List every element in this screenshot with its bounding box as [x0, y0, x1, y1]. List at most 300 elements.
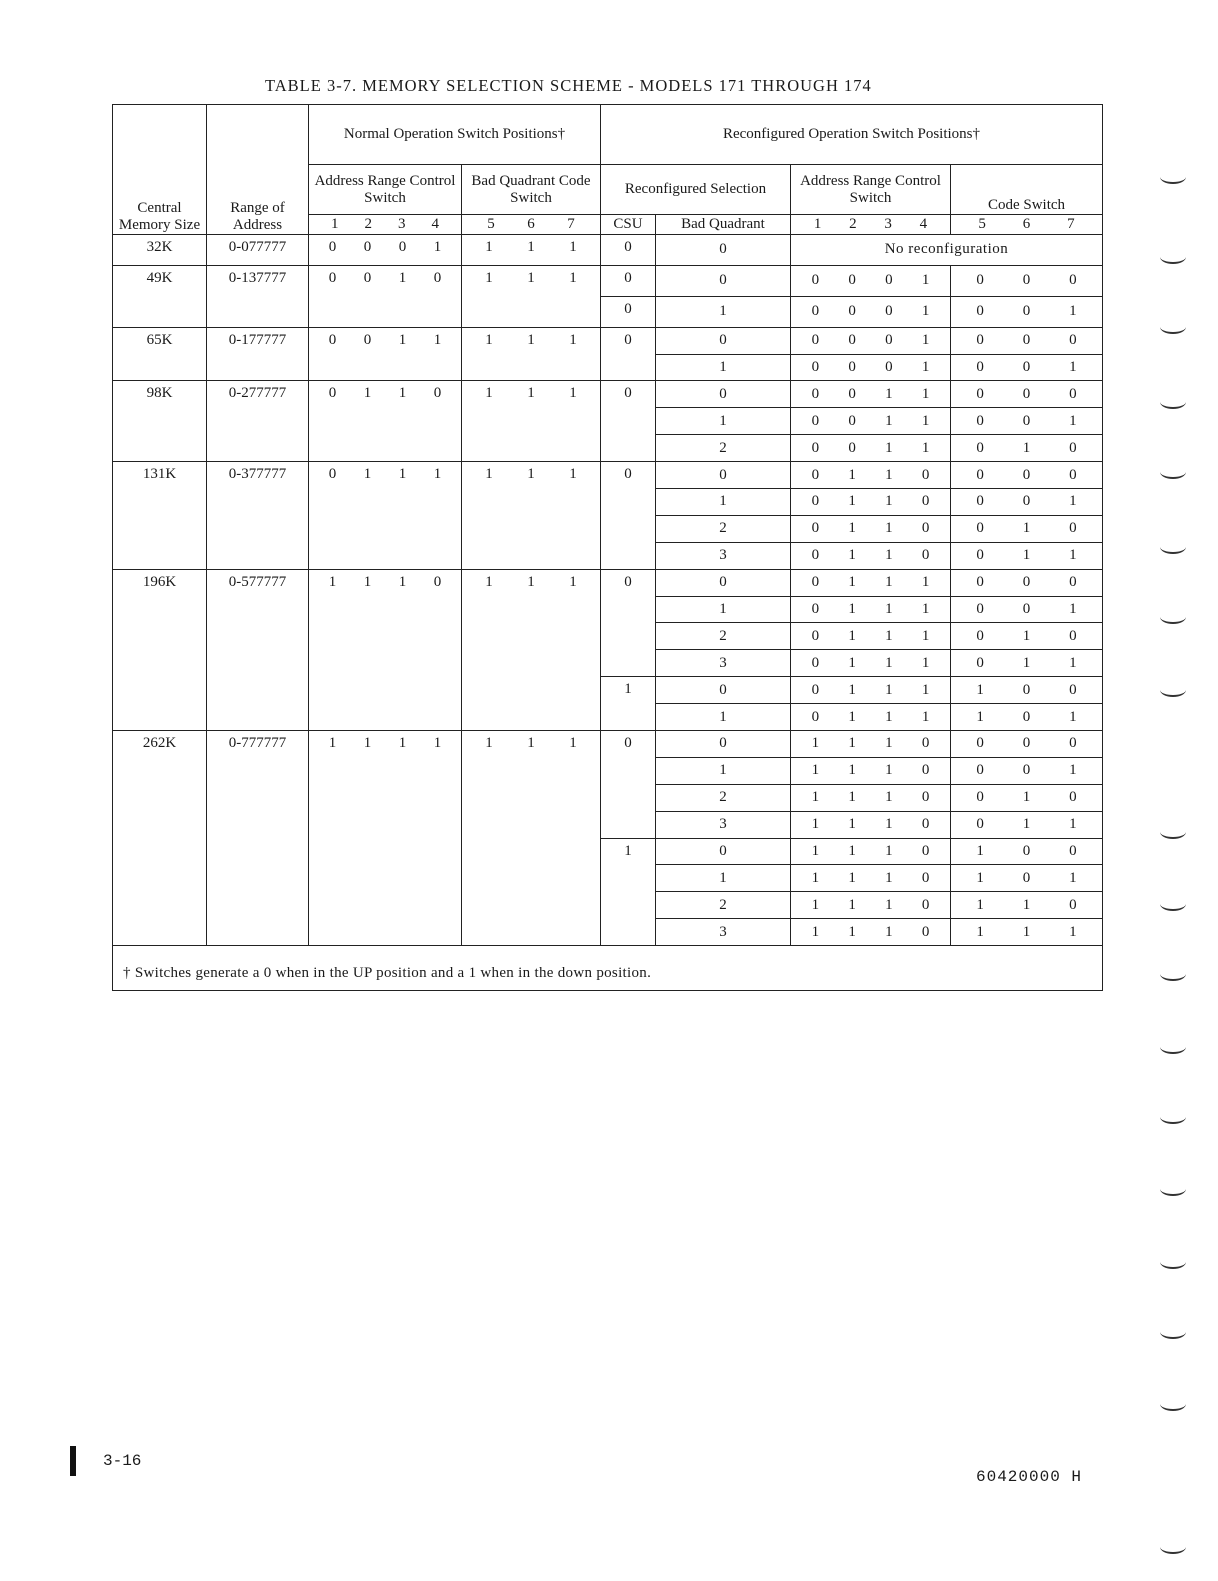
- switch-value: 0: [1022, 412, 1031, 429]
- switch-value: 0: [811, 520, 820, 537]
- reconf-code-switch-cell: [951, 542, 1103, 569]
- memory-size-cell: 98K: [113, 381, 207, 462]
- switch-value: 1: [1022, 627, 1031, 644]
- bad-quadrant-cell: 1: [656, 296, 791, 327]
- reconf-address-switch-cell: [791, 542, 951, 569]
- reconf-address-switch-cell: [791, 596, 951, 623]
- switch-value: 1: [921, 332, 930, 349]
- switch-value: 1: [921, 359, 930, 375]
- reconf-code-switch-cell: [951, 731, 1103, 758]
- switch-value: 1: [921, 272, 930, 289]
- switch-value: 1: [398, 735, 407, 752]
- switch-value: 1: [811, 843, 820, 860]
- switch-value: 0: [811, 332, 820, 349]
- switch-value: 1: [976, 708, 984, 725]
- switch-value: 1: [885, 547, 893, 564]
- switch-value: 0: [976, 303, 984, 320]
- reconf-code-switch-cell: [951, 489, 1103, 516]
- switch-value: 1: [398, 269, 407, 286]
- normal-address-switch-cell: [309, 235, 462, 266]
- bad-quadrant-cell: 0: [656, 327, 791, 354]
- switch-value: 0: [1069, 896, 1077, 913]
- reconf-code-switch-cell: [951, 296, 1103, 327]
- normal-code-switch-cell: [462, 265, 601, 327]
- bad-quadrant-cell: 3: [656, 542, 791, 569]
- reconf-address-switch-cell: [791, 892, 951, 919]
- switch-value: 1: [1069, 412, 1077, 429]
- switch-value: 0: [976, 466, 984, 483]
- switch-value: 0: [363, 269, 372, 286]
- switch-value: 1: [848, 869, 856, 886]
- switch-value: 1: [433, 735, 442, 752]
- switch-value: 0: [976, 412, 984, 429]
- switch-value: 0: [885, 359, 893, 375]
- switch-value: 0: [811, 547, 820, 564]
- switch-value: 0: [921, 547, 930, 564]
- reconf-address-switch-cell: [791, 462, 951, 489]
- switch-value: 0: [921, 896, 930, 913]
- switch-value: 1: [485, 269, 493, 286]
- bad-quadrant-cell: 1: [656, 865, 791, 892]
- binder-mark: [1160, 610, 1186, 624]
- switch-value: 0: [976, 385, 984, 402]
- bad-quadrant-cell: 3: [656, 811, 791, 838]
- normal-address-switch-cell: [309, 569, 462, 730]
- csu-cell: 0: [601, 731, 656, 839]
- normal-address-switch-cell: [309, 381, 462, 462]
- switch-value: 1: [885, 466, 893, 483]
- switch-value: 0: [328, 331, 337, 348]
- switch-value: 1: [1069, 816, 1077, 833]
- switch-value: 1: [885, 520, 893, 537]
- switch-value: 0: [921, 762, 930, 779]
- reconf-address-switch-cell: [791, 731, 951, 758]
- binder-mark: [1160, 825, 1186, 839]
- switch-value: 0: [1069, 843, 1077, 860]
- bad-quadrant-cell: 2: [656, 515, 791, 542]
- csu-cell: 0: [601, 327, 656, 381]
- switch-value: 0: [811, 574, 820, 591]
- header-reconf-arc-numbers: 1 2 3 4: [791, 215, 951, 235]
- normal-code-switch-cell: [462, 381, 601, 462]
- switch-value: 0: [1069, 439, 1077, 456]
- switch-value: 0: [433, 573, 442, 590]
- switch-value: 1: [811, 735, 820, 752]
- switch-value: 1: [976, 869, 984, 886]
- address-range-cell: 0-077777: [207, 235, 309, 266]
- reconf-address-switch-cell: [791, 865, 951, 892]
- switch-value: 0: [885, 272, 893, 289]
- switch-value: 1: [328, 735, 337, 752]
- switch-value: 0: [1069, 681, 1077, 698]
- switch-value: 1: [1022, 896, 1031, 913]
- switch-value: 1: [885, 869, 893, 886]
- switch-value: 0: [811, 627, 820, 644]
- reconf-address-switch-cell: [791, 296, 951, 327]
- switch-value: 0: [1069, 332, 1077, 349]
- binder-mark: [1160, 465, 1186, 479]
- change-bar: [70, 1446, 76, 1476]
- switch-value: 1: [398, 331, 407, 348]
- reconf-address-switch-cell: [791, 784, 951, 811]
- switch-value: 1: [811, 762, 820, 779]
- switch-value: 0: [1022, 332, 1031, 349]
- switch-value: 1: [885, 789, 893, 806]
- switch-value: 0: [1069, 385, 1077, 402]
- csu-cell: 1: [601, 838, 656, 946]
- reconf-address-switch-cell: [791, 489, 951, 516]
- switch-value: 0: [398, 239, 407, 255]
- switch-value: 1: [1069, 654, 1077, 671]
- csu-cell: 0: [601, 569, 656, 677]
- switch-value: 1: [527, 269, 535, 286]
- switch-value: 1: [848, 789, 856, 806]
- bad-quadrant-cell: 0: [656, 462, 791, 489]
- switch-value: 1: [848, 681, 856, 698]
- binder-mark: [1160, 897, 1186, 911]
- header-reconfigured-operation: Reconfigured Operation Switch Positions†: [601, 105, 1103, 165]
- address-range-cell: 0-577777: [207, 569, 309, 730]
- switch-value: 1: [921, 385, 930, 402]
- switch-value: 0: [1022, 843, 1031, 860]
- bad-quadrant-cell: 2: [656, 892, 791, 919]
- csu-cell: 0: [601, 235, 656, 266]
- switch-value: 1: [885, 762, 893, 779]
- header-arc-numbers: 1 2 3 4: [309, 215, 462, 235]
- reconf-address-switch-cell: [791, 623, 951, 650]
- address-range-cell: 0-777777: [207, 731, 309, 946]
- switch-value: 1: [885, 843, 893, 860]
- switch-value: 1: [976, 681, 984, 698]
- switch-value: 0: [1022, 574, 1031, 591]
- no-reconfiguration-cell: No reconfiguration: [791, 235, 1103, 266]
- switch-value: 0: [811, 493, 820, 510]
- switch-value: 1: [848, 735, 856, 752]
- switch-value: 0: [976, 520, 984, 537]
- switch-value: 0: [1069, 789, 1077, 806]
- switch-value: 1: [485, 239, 493, 255]
- switch-value: 1: [885, 923, 893, 940]
- header-normal-operation: Normal Operation Switch Positions†: [309, 105, 601, 165]
- switch-value: 1: [485, 385, 493, 402]
- switch-value: 1: [811, 816, 820, 833]
- address-range-cell: 0-177777: [207, 327, 309, 381]
- csu-cell: 1: [601, 677, 656, 731]
- switch-value: 1: [1022, 654, 1031, 671]
- table-body: [113, 235, 1103, 946]
- switch-value: 1: [921, 627, 930, 644]
- switch-value: 0: [976, 547, 984, 564]
- switch-value: 1: [485, 466, 493, 483]
- bad-quadrant-cell: 1: [656, 757, 791, 784]
- switch-value: 0: [921, 816, 930, 833]
- header-reconfigured-selection: Reconfigured Selection: [601, 165, 791, 215]
- header-csu: CSU: [601, 215, 656, 235]
- switch-value: 1: [569, 573, 577, 590]
- switch-value: 1: [885, 735, 893, 752]
- switch-value: 1: [921, 708, 930, 725]
- switch-value: 0: [1022, 681, 1031, 698]
- switch-value: 0: [848, 412, 856, 429]
- switch-value: 0: [976, 762, 984, 779]
- reconf-code-switch-cell: [951, 623, 1103, 650]
- switch-value: 1: [485, 331, 493, 348]
- csu-cell: 0: [601, 381, 656, 462]
- header-code-numbers: 5 6 7: [951, 215, 1103, 235]
- switch-value: 0: [976, 359, 984, 375]
- switch-value: 1: [848, 627, 856, 644]
- reconf-address-switch-cell: [791, 515, 951, 542]
- normal-address-switch-cell: [309, 327, 462, 381]
- switch-value: 0: [811, 303, 820, 320]
- switch-value: 0: [433, 269, 442, 286]
- switch-value: 1: [921, 439, 930, 456]
- switch-value: 0: [1022, 493, 1031, 510]
- reconf-address-switch-cell: [791, 408, 951, 435]
- bad-quadrant-cell: 1: [656, 596, 791, 623]
- switch-value: 0: [921, 520, 930, 537]
- switch-value: 1: [976, 923, 984, 940]
- switch-value: 1: [433, 331, 442, 348]
- switch-value: 1: [885, 574, 893, 591]
- reconf-address-switch-cell: [791, 704, 951, 731]
- switch-value: 1: [848, 466, 856, 483]
- reconf-code-switch-cell: [951, 704, 1103, 731]
- normal-code-switch-cell: [462, 327, 601, 381]
- switch-value: 1: [921, 412, 930, 429]
- switch-value: 0: [921, 466, 930, 483]
- switch-value: 0: [328, 239, 337, 255]
- reconf-code-switch-cell: [951, 515, 1103, 542]
- switch-value: 0: [811, 359, 820, 375]
- bad-quadrant-cell: 1: [656, 408, 791, 435]
- switch-value: 1: [398, 466, 407, 483]
- switch-value: 1: [363, 735, 372, 752]
- switch-value: 1: [1022, 520, 1031, 537]
- switch-value: 0: [811, 654, 820, 671]
- switch-value: 1: [1069, 762, 1077, 779]
- switch-value: 0: [976, 601, 984, 618]
- switch-value: 0: [1069, 735, 1077, 752]
- switch-value: 1: [1022, 816, 1031, 833]
- switch-value: 0: [811, 681, 820, 698]
- normal-code-switch-cell: [462, 462, 601, 570]
- switch-value: 0: [921, 923, 930, 940]
- switch-value: 0: [976, 789, 984, 806]
- switch-value: 1: [569, 331, 577, 348]
- switch-value: 1: [433, 466, 442, 483]
- switch-value: 1: [569, 269, 577, 286]
- switch-value: 1: [527, 239, 535, 255]
- switch-value: 1: [527, 573, 535, 590]
- reconf-code-switch-cell: [951, 650, 1103, 677]
- switch-value: 0: [1069, 466, 1077, 483]
- memory-size-cell: 65K: [113, 327, 207, 381]
- header-bad-quadrant-code-switch: Bad Quadrant Code Switch: [462, 165, 601, 215]
- switch-value: 1: [363, 466, 372, 483]
- switch-value: 1: [848, 896, 856, 913]
- switch-value: 1: [921, 681, 930, 698]
- switch-value: 1: [885, 816, 893, 833]
- switch-value: 0: [848, 385, 856, 402]
- header-range-of-address: Range of Address: [207, 105, 309, 235]
- reconf-code-switch-cell: [951, 811, 1103, 838]
- table-row: [113, 462, 1103, 489]
- switch-value: 1: [569, 239, 577, 255]
- reconf-code-switch-cell: [951, 408, 1103, 435]
- header-code-switch: Code Switch: [951, 165, 1103, 215]
- bad-quadrant-cell: 0: [656, 838, 791, 865]
- switch-value: 1: [811, 923, 820, 940]
- switch-value: 1: [848, 923, 856, 940]
- switch-value: 1: [569, 466, 577, 483]
- switch-value: 1: [1022, 923, 1031, 940]
- reconf-address-switch-cell: [791, 569, 951, 596]
- switch-value: 1: [921, 654, 930, 671]
- bad-quadrant-cell: 0: [656, 677, 791, 704]
- address-range-cell: 0-137777: [207, 265, 309, 327]
- csu-cell: 0: [601, 265, 656, 296]
- reconf-code-switch-cell: [951, 569, 1103, 596]
- memory-size-cell: 49K: [113, 265, 207, 327]
- reconf-code-switch-cell: [951, 919, 1103, 946]
- switch-value: 0: [976, 735, 984, 752]
- switch-value: 1: [1069, 359, 1077, 375]
- reconf-address-switch-cell: [791, 435, 951, 462]
- reconf-address-switch-cell: [791, 838, 951, 865]
- switch-value: 0: [811, 272, 820, 289]
- reconf-address-switch-cell: [791, 650, 951, 677]
- address-range-cell: 0-277777: [207, 381, 309, 462]
- switch-value: 1: [848, 816, 856, 833]
- switch-value: 1: [1069, 708, 1077, 725]
- reconf-code-switch-cell: [951, 462, 1103, 489]
- binder-mark: [1160, 1182, 1186, 1196]
- reconf-code-switch-cell: [951, 784, 1103, 811]
- switch-value: 1: [1069, 869, 1077, 886]
- switch-value: 0: [811, 412, 820, 429]
- switch-value: 1: [485, 735, 493, 752]
- normal-code-switch-cell: [462, 569, 601, 730]
- switch-value: 1: [885, 681, 893, 698]
- switch-value: 0: [921, 789, 930, 806]
- switch-value: 1: [885, 708, 893, 725]
- binder-mark: [1160, 540, 1186, 554]
- reconf-address-switch-cell: [791, 811, 951, 838]
- switch-value: 0: [848, 272, 856, 289]
- switch-value: 0: [433, 385, 442, 402]
- switch-value: 0: [976, 332, 984, 349]
- bad-quadrant-cell: 0: [656, 235, 791, 266]
- switch-value: 1: [485, 573, 493, 590]
- switch-value: 0: [1022, 385, 1031, 402]
- switch-value: 0: [811, 601, 820, 618]
- csu-cell: 0: [601, 296, 656, 327]
- switch-value: 1: [921, 574, 930, 591]
- switch-value: 1: [527, 735, 535, 752]
- binder-mark: [1160, 170, 1186, 184]
- reconf-address-switch-cell: [791, 381, 951, 408]
- memory-size-cell: 131K: [113, 462, 207, 570]
- bad-quadrant-cell: 2: [656, 435, 791, 462]
- switch-value: 0: [1069, 520, 1077, 537]
- normal-code-switch-cell: [462, 731, 601, 946]
- bad-quadrant-cell: 1: [656, 354, 791, 381]
- reconf-address-switch-cell: [791, 354, 951, 381]
- switch-value: 0: [921, 869, 930, 886]
- binder-mark: [1160, 1110, 1186, 1124]
- switch-value: 0: [976, 574, 984, 591]
- reconf-code-switch-cell: [951, 265, 1103, 296]
- switch-value: 0: [848, 439, 856, 456]
- bad-quadrant-cell: 1: [656, 489, 791, 516]
- binder-mark: [1160, 1397, 1186, 1411]
- reconf-address-switch-cell: [791, 757, 951, 784]
- reconf-address-switch-cell: [791, 677, 951, 704]
- switch-value: 0: [1022, 466, 1031, 483]
- normal-address-switch-cell: [309, 462, 462, 570]
- switch-value: 0: [1069, 627, 1077, 644]
- switch-value: 1: [921, 601, 930, 618]
- switch-value: 1: [885, 493, 893, 510]
- switch-value: 0: [976, 493, 984, 510]
- switch-value: 0: [811, 385, 820, 402]
- reconf-address-switch-cell: [791, 327, 951, 354]
- switch-value: 1: [976, 843, 984, 860]
- switch-value: 0: [921, 735, 930, 752]
- switch-value: 0: [885, 303, 893, 320]
- reconf-code-switch-cell: [951, 677, 1103, 704]
- table-row: [113, 381, 1103, 408]
- table-row: [113, 569, 1103, 596]
- switch-value: 0: [976, 816, 984, 833]
- switch-value: 0: [1022, 708, 1031, 725]
- switch-value: 0: [885, 332, 893, 349]
- binder-mark: [1160, 250, 1186, 264]
- table-title: TABLE 3-7. MEMORY SELECTION SCHEME - MODELS 171 THROUGH 174: [265, 76, 872, 95]
- reconf-code-switch-cell: [951, 327, 1103, 354]
- switch-value: 1: [976, 896, 984, 913]
- switch-value: 1: [885, 412, 893, 429]
- switch-value: 1: [848, 574, 856, 591]
- bad-quadrant-cell: 2: [656, 784, 791, 811]
- switch-value: 1: [363, 573, 372, 590]
- binder-mark: [1160, 967, 1186, 981]
- switch-value: 1: [569, 735, 577, 752]
- switch-value: 0: [328, 466, 337, 483]
- switch-value: 0: [1022, 601, 1031, 618]
- reconf-code-switch-cell: [951, 892, 1103, 919]
- table-row: [113, 235, 1103, 266]
- header-bqc-numbers: 5 6 7: [462, 215, 601, 235]
- bad-quadrant-cell: 0: [656, 731, 791, 758]
- binder-mark: [1160, 1040, 1186, 1054]
- switch-value: 0: [1022, 272, 1031, 289]
- switch-value: 1: [527, 385, 535, 402]
- binder-mark: [1160, 1325, 1186, 1339]
- memory-size-cell: 262K: [113, 731, 207, 946]
- switch-value: 1: [885, 385, 893, 402]
- switch-value: 1: [848, 843, 856, 860]
- reconf-address-switch-cell: [791, 265, 951, 296]
- switch-value: 1: [1022, 547, 1031, 564]
- bad-quadrant-cell: 3: [656, 919, 791, 946]
- switch-value: 1: [398, 385, 407, 402]
- reconf-code-switch-cell: [951, 865, 1103, 892]
- binder-mark: [1160, 1540, 1186, 1554]
- switch-value: 1: [1022, 439, 1031, 456]
- reconf-code-switch-cell: [951, 354, 1103, 381]
